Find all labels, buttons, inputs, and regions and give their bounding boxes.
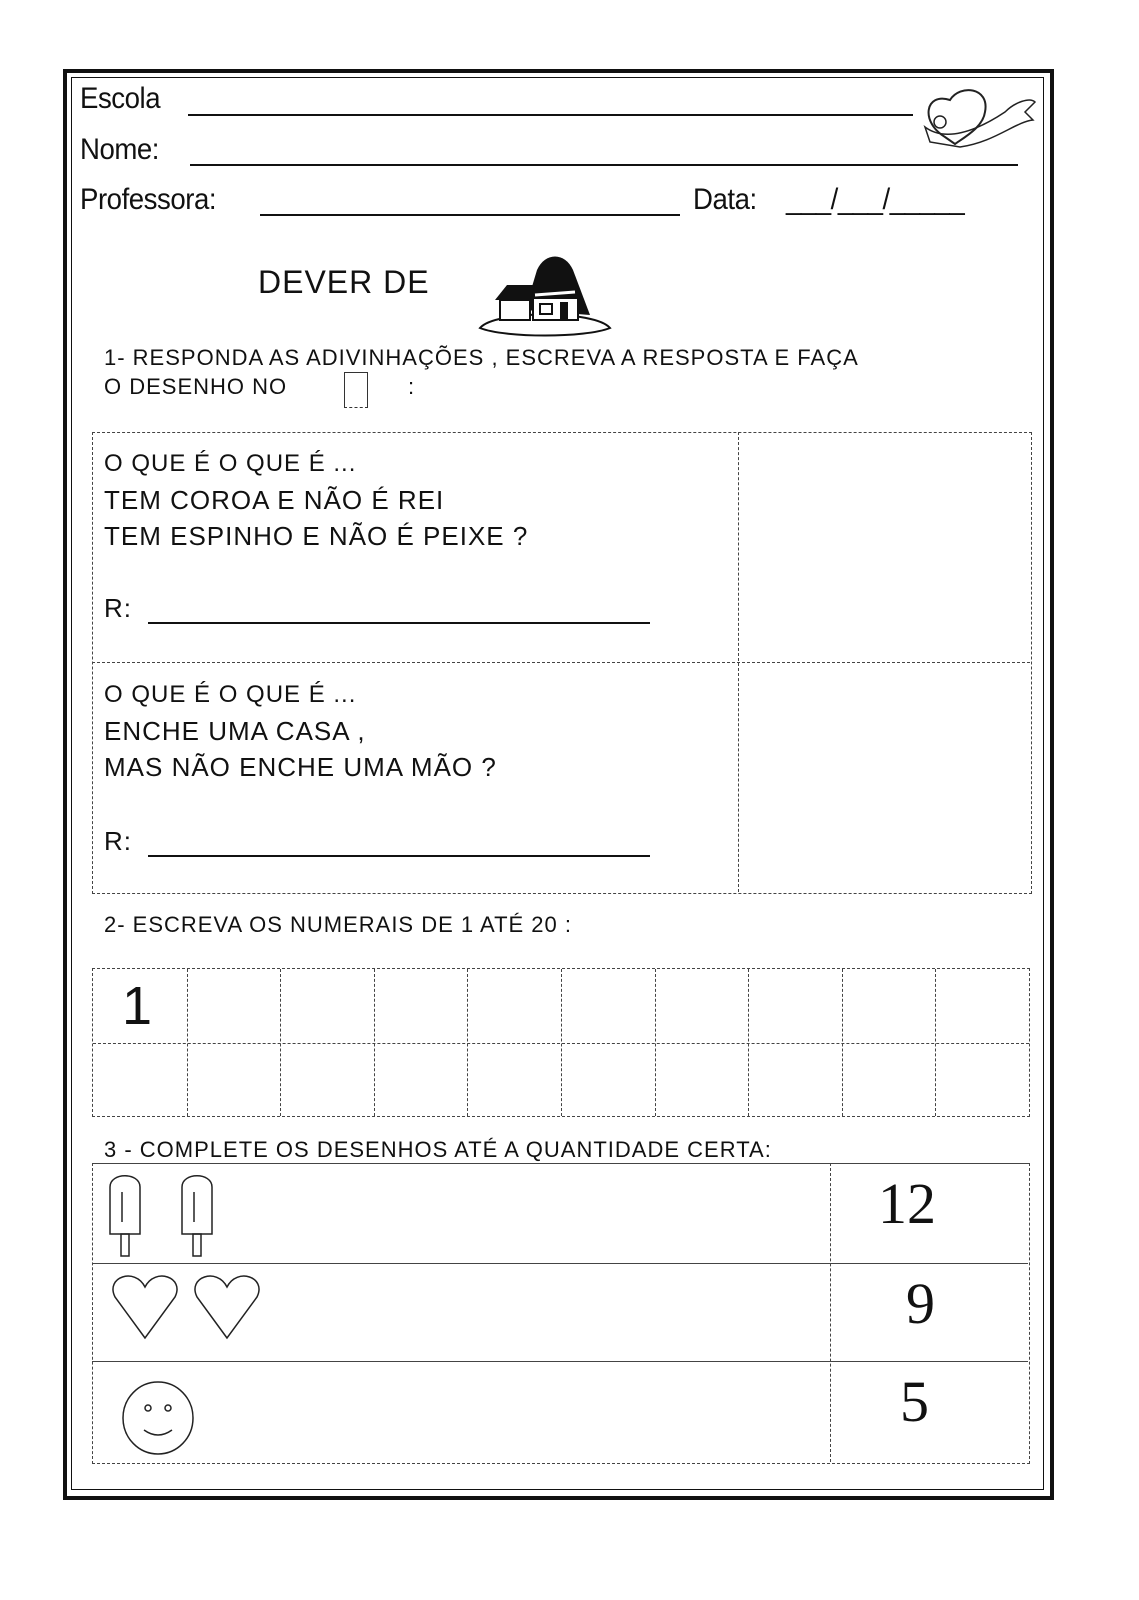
school-field[interactable] (188, 114, 913, 116)
house-icon (475, 250, 615, 338)
date-field[interactable]: ___/___/_____ (786, 183, 965, 216)
numeral-1: 1 (122, 976, 153, 1036)
popsicle-icon (105, 1172, 235, 1260)
answer-2-field[interactable] (148, 855, 650, 857)
riddle-2 (104, 677, 497, 785)
drawing-box-example (344, 372, 368, 408)
heart-ribbon-icon (915, 82, 1040, 152)
answer-1-field[interactable] (148, 622, 650, 624)
target-column-divider (830, 1163, 831, 1462)
target-quantity-12: 12 (878, 1171, 936, 1236)
heart-icon (110, 1272, 270, 1342)
target-quantity-9: 9 (906, 1271, 935, 1336)
grid-row-divider (93, 1043, 1029, 1044)
riddle-2-line: O QUE É O QUE É ... (104, 681, 357, 708)
drawing-column-divider (738, 432, 739, 892)
drawing-area-2[interactable] (745, 670, 1025, 885)
section3-instruction: 3 - COMPLETE OS DESENHOS ATÉ A QUANTIDADE CERTA: (104, 1137, 772, 1162)
riddle-1-line: TEM ESPINHO E NÃO É PEIXE ? (104, 521, 529, 551)
row-divider (92, 1263, 1028, 1264)
section1-instruction-colon: : (408, 374, 416, 399)
school-label: Escola (80, 82, 161, 115)
riddle-1-line: TEM COROA E NÃO É REI (104, 485, 445, 515)
answer-2-label: R: (104, 826, 132, 856)
riddle-1-line: O QUE É O QUE É ... (104, 450, 357, 477)
section1-instruction-line1: 1- RESPONDA AS ADIVINHAÇÕES , ESCREVA A RESPOSTA E FAÇA (104, 345, 859, 370)
date-label: Data: (693, 183, 757, 216)
page-title: DEVER DE (258, 264, 430, 300)
riddle-1 (104, 446, 528, 554)
smiley-icon (120, 1380, 196, 1456)
name-label: Nome: (80, 133, 159, 166)
teacher-field[interactable] (260, 214, 680, 216)
answer-1-label: R: (104, 593, 132, 623)
numerals-grid (92, 968, 1030, 1117)
target-quantity-5: 5 (900, 1369, 929, 1434)
riddle-2-line: ENCHE UMA CASA , (104, 716, 366, 746)
section1-instruction-line2: O DESENHO NO (104, 374, 288, 399)
name-field[interactable] (190, 164, 1018, 166)
section2-instruction: 2- ESCREVA OS NUMERAIS DE 1 ATÉ 20 : (104, 912, 572, 937)
riddle-2-line: MAS NÃO ENCHE UMA MÃO ? (104, 752, 497, 782)
teacher-label: Professora: (80, 183, 217, 216)
riddle-divider (92, 662, 1030, 663)
row-divider (92, 1361, 1028, 1362)
drawing-area-1[interactable] (745, 440, 1025, 655)
